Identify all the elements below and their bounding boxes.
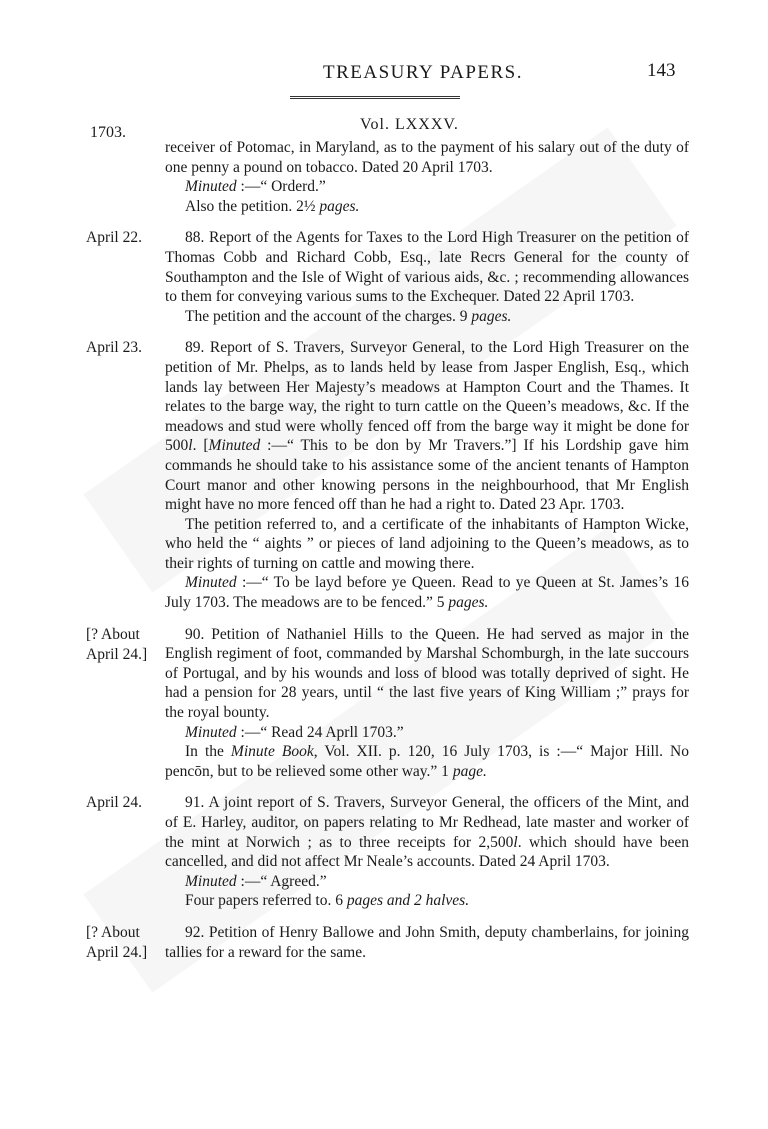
entry-text bbox=[165, 338, 689, 612]
text-run: 91. A joint report of S. Travers, Surveyor General, the officers of the Mint, and of E. Harley, auditor, on papers relating to Mr Redhead, late master and worker of the mint at Norwich ; as to three receipts for 2,500 bbox=[165, 794, 689, 851]
italic-text: Minuted bbox=[208, 437, 261, 455]
text-run: The petition referred to, and a certificate of the inhabitants of Hampton Wicke, who held the “ aights ” or pieces of land adjoining to the Queen’s meadows, as to their rights of turning on cattle and mowing there. bbox=[165, 515, 689, 572]
italic-text: pages and 2 halves. bbox=[346, 892, 470, 910]
italic-text: l bbox=[513, 833, 518, 851]
paragraph bbox=[165, 228, 689, 306]
paragraph bbox=[165, 723, 689, 743]
italic-text: Minute Book bbox=[230, 743, 314, 761]
text-run: :—“ This to be don by Mr Travers.”] If his Lordship gave him commands he should take to his assistance some of the ancient tenants of Hampton Court manor and other knowing persons in the neighbourhood, that Mr English might have no more fenced off than he had a right to. Dated 23 Apr. 1703. bbox=[165, 437, 689, 514]
paragraph bbox=[165, 573, 689, 612]
text-run: 90. Petition of Nathaniel Hills to the Queen. He had served as major in the English regiment of foot, commanded by Marshal Schomburgh, in the late succours of Portugal, and by his wounds and loss of blood was totally deprived of sight. He had a pension for 28 years, until “ the last five years of King William ;” prays for the royal bounty. bbox=[165, 625, 689, 722]
text-run: :—“ Agreed.” bbox=[236, 872, 327, 890]
paragraph bbox=[165, 515, 689, 574]
text-run: , Vol. XII. p. 120, 16 July 1703, is :—“ Major Hill. No pencōn, but to be relieved some other way.” 1 bbox=[165, 743, 689, 780]
text-run: . which should have been cancelled, and did not affect Mr Neale’s accounts. Dated 24 April 1703. bbox=[165, 833, 689, 871]
paragraph bbox=[165, 872, 689, 892]
margin-date: April 22. bbox=[86, 229, 142, 247]
header-rule bbox=[290, 96, 460, 99]
italic-text: Minuted bbox=[185, 723, 237, 741]
entry-text bbox=[165, 793, 689, 911]
page-number: 143 bbox=[647, 60, 676, 81]
running-title: TREASURY PAPERS. bbox=[323, 62, 523, 83]
paragraph bbox=[165, 197, 689, 217]
entry bbox=[0, 625, 768, 782]
entry-text bbox=[165, 138, 689, 216]
italic-text: pages. bbox=[471, 307, 512, 325]
text-run: :—“ To be layd before ye Queen. Read to ye Queen at St. James’s 16 July 1703. The meadows are to be fenced.” 5 bbox=[165, 574, 689, 612]
entry-text bbox=[165, 228, 689, 326]
italic-text: pages. bbox=[448, 594, 489, 612]
entry bbox=[0, 228, 768, 326]
paragraph bbox=[165, 891, 689, 911]
margin-date: [? About April 24.] bbox=[86, 625, 148, 663]
entry bbox=[0, 138, 768, 216]
text-run: . [ bbox=[192, 437, 209, 455]
text-run: receiver of Potomac, in Maryland, as to the payment of his salary out of the duty of one penny a pound on tobacco. Dated 20 April 1703. bbox=[165, 139, 689, 176]
margin-date: April 23. bbox=[86, 339, 142, 357]
text-run: Four papers referred to. 6 bbox=[185, 892, 347, 910]
entry bbox=[0, 923, 768, 962]
volume-heading: Vol. LXXXV. bbox=[360, 116, 459, 133]
text-run: Also the petition. 2½ bbox=[185, 197, 320, 215]
page-header bbox=[0, 54, 768, 84]
italic-text: l bbox=[188, 437, 193, 455]
italic-text: pages. bbox=[319, 197, 360, 215]
italic-text: page. bbox=[452, 762, 487, 780]
year-label: 1703. bbox=[90, 124, 126, 141]
entry-text bbox=[165, 923, 689, 962]
paragraph bbox=[165, 923, 689, 962]
text-run: The petition and the account of the charges. 9 bbox=[185, 307, 472, 325]
paragraph bbox=[165, 742, 689, 781]
entry bbox=[0, 338, 768, 612]
italic-text: Minuted bbox=[185, 574, 237, 592]
entry bbox=[0, 793, 768, 911]
text-run: :—“ Orderd.” bbox=[236, 178, 326, 196]
paragraph bbox=[165, 625, 689, 723]
entry-text bbox=[165, 625, 689, 782]
italic-text: Minuted bbox=[185, 872, 237, 890]
text-run: 88. Report of the Agents for Taxes to the Lord High Treasurer on the petition of Thomas Cobb and Richard Cobb, Esq., late Recrs General for the county of Southampton and the Isle of Wight of various aids, &c. ; recommending allowances to them for conveying various sums to the Exchequer. Dated 22 April 1703. bbox=[165, 229, 689, 306]
text-run: 92. Petition of Henry Ballowe and John Smith, deputy chamberlains, for joining tallies for a reward for the same. bbox=[165, 923, 689, 961]
paragraph bbox=[165, 138, 689, 177]
entries-list bbox=[0, 138, 768, 974]
paragraph bbox=[165, 793, 689, 871]
paragraph bbox=[165, 177, 689, 197]
paragraph bbox=[165, 338, 689, 514]
paragraph bbox=[165, 307, 689, 327]
margin-date: [? About April 24.] bbox=[86, 923, 148, 961]
margin-date: April 24. bbox=[86, 794, 142, 812]
italic-text: Minuted bbox=[185, 178, 237, 196]
text-run: In the bbox=[185, 743, 231, 761]
text-run: 89. Report of S. Travers, Surveyor General, to the Lord High Treasurer on the petition of Mr. Phelps, as to lands held by lease from Jasper English, Esq., which lands lay between Her Majesty’s meadows at Hampton Court and the Thames. It relates to the barge way, the right to turn cattle on the Queen’s meadows, &c. If the meadows and stud were wholly fenced off from the barge way it might be done for 500 bbox=[165, 339, 689, 455]
text-run: :—“ Read 24 Aprll 1703.” bbox=[236, 723, 404, 741]
